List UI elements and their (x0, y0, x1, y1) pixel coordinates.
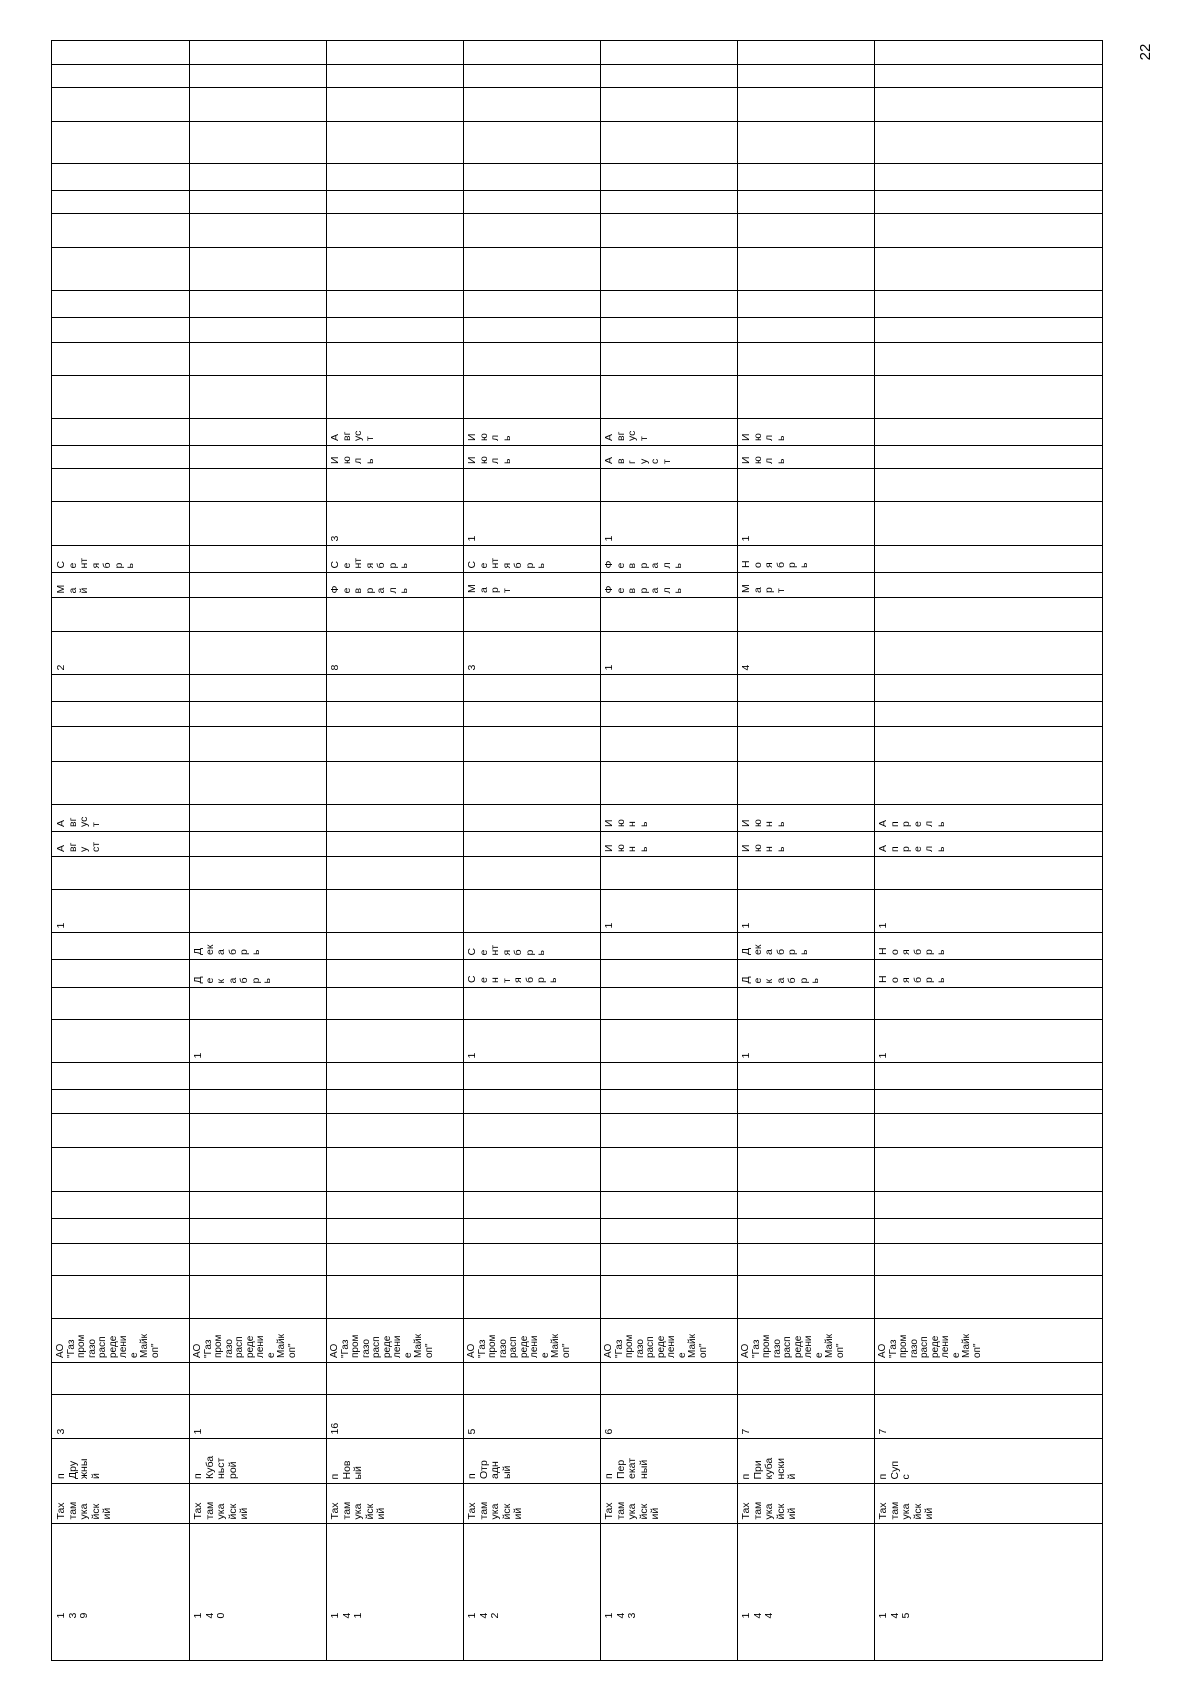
period-start-month-cell (464, 959, 599, 987)
period-end-month-cell (738, 804, 873, 831)
period-count: 3 (466, 664, 478, 670)
period-start-month: И ю л ь (329, 456, 376, 464)
object-count-cell (875, 1394, 1103, 1438)
period-start-month: М а й (55, 584, 90, 593)
grid-row-line (52, 1147, 1102, 1148)
period-count-cell (53, 631, 188, 674)
period-end-month: И ю л ь (740, 433, 787, 441)
period-count: 1 (603, 664, 615, 670)
period-start-month-cell (53, 572, 188, 597)
period-start-month: Д е к а б р ь (740, 975, 821, 983)
grid-row-line (52, 213, 1102, 214)
grid-row-line (52, 375, 1102, 376)
period-count: 1 (603, 922, 615, 928)
period-end-month: А п р е л ь (877, 819, 947, 827)
period-start-month-cell (601, 831, 736, 856)
settlement-cell (875, 1438, 1103, 1483)
period-end-month-cell (875, 932, 1103, 959)
organization-cell (601, 1318, 736, 1362)
grid-row-line (52, 87, 1102, 88)
grid-row-line (52, 121, 1102, 122)
period-count-cell (601, 889, 736, 932)
row-number: 1 4 2 (466, 1612, 501, 1618)
period-end-month-cell (875, 804, 1103, 831)
period-count: 1 (740, 535, 752, 541)
period-start-month: Д е к а б р ь (192, 975, 273, 983)
grid-row-line (52, 190, 1102, 191)
period-end-month: И ю н ь (603, 819, 650, 827)
period-start-month-cell (327, 572, 462, 597)
district: Тах там ука йск ий (55, 1501, 113, 1519)
grid-row-line (52, 1191, 1102, 1192)
period-start-month-cell (875, 959, 1103, 987)
period-end-month-cell (738, 545, 873, 572)
period-count-cell (327, 631, 462, 674)
period-end-month-cell (601, 804, 736, 831)
period-start-month: Ф е в р а л ь (603, 585, 684, 593)
period-count-cell (327, 501, 462, 545)
period-count: 3 (329, 535, 341, 541)
period-count: 2 (55, 664, 67, 670)
grid-row-line (52, 761, 1102, 762)
organization-cell (875, 1318, 1103, 1362)
period-count: 1 (877, 922, 889, 928)
district: Тах там ука йск ий (603, 1501, 661, 1519)
grid-row-line (52, 597, 1102, 598)
period-start-month: И ю л ь (466, 456, 513, 464)
settlement: п Пер екат ный (603, 1457, 650, 1479)
period-end-month-cell (53, 804, 188, 831)
row-number: 1 4 3 (603, 1612, 638, 1618)
settlement-cell (327, 1438, 462, 1483)
district-cell (190, 1483, 325, 1523)
district-cell (327, 1483, 462, 1523)
grid-row-line (52, 342, 1102, 343)
period-end-month: И ю л ь (466, 433, 513, 441)
period-end-month: А вг ус т (603, 430, 650, 441)
period-count-cell (738, 889, 873, 932)
object-count-cell (327, 1394, 462, 1438)
district: Тах там ука йск ий (192, 1501, 250, 1519)
row-number-cell (601, 1523, 736, 1622)
period-count: 1 (740, 1052, 752, 1058)
settlement: п Куба ньст рой (192, 1455, 239, 1479)
district: Тах там ука йск ий (740, 1501, 798, 1519)
period-start-month: Н о я б р ь (877, 975, 947, 983)
object-count: 7 (740, 1428, 752, 1434)
period-end-month: Ф е в р а л ь (603, 560, 684, 568)
grid-row-line (52, 674, 1102, 675)
district: Тах там ука йск ий (329, 1501, 387, 1519)
grid-row-line (52, 1218, 1102, 1219)
period-count-cell (190, 1019, 325, 1062)
period-count-cell (738, 501, 873, 545)
period-end-month-cell (738, 418, 873, 445)
period-end-month: А вг ус т (329, 430, 376, 441)
organization-cell (738, 1318, 873, 1362)
period-count: 1 (466, 1052, 478, 1058)
period-count: 1 (603, 535, 615, 541)
period-end-month-cell (53, 545, 188, 572)
period-end-month: С е нт я б р ь (55, 557, 136, 568)
period-start-month: И ю л ь (740, 456, 787, 464)
period-count-cell (601, 501, 736, 545)
row-number: 1 3 9 (55, 1612, 90, 1618)
period-start-month-cell (53, 831, 188, 856)
period-start-month: Ф е в р а л ь (329, 585, 410, 593)
period-count: 1 (466, 535, 478, 541)
period-end-month-cell (464, 932, 599, 959)
settlement-cell (190, 1438, 325, 1483)
district: Тах там ука йск ий (877, 1501, 935, 1519)
period-count: 4 (740, 664, 752, 670)
period-end-month: Н о я б р ь (740, 560, 810, 568)
period-count-cell (464, 631, 599, 674)
organization: АО "Газ пром газо расп реде лени е Майк оп" (877, 1334, 983, 1358)
settlement: п Отр адн ый (466, 1460, 513, 1479)
period-start-month-cell (190, 959, 325, 987)
district-cell (53, 1483, 188, 1523)
period-end-month-cell (738, 932, 873, 959)
period-count: 1 (55, 922, 67, 928)
grid-row-line (52, 317, 1102, 318)
settlement-cell (464, 1438, 599, 1483)
period-count-cell (875, 1019, 1103, 1062)
grid-row-line (52, 987, 1102, 988)
grid-row-line (52, 856, 1102, 857)
period-end-month: С е нт я б р ь (466, 557, 547, 568)
grid-row-line (52, 1113, 1102, 1114)
period-end-month: Д ек а б р ь (740, 944, 810, 955)
object-count: 7 (877, 1428, 889, 1434)
period-start-month: А п р е л ь (877, 844, 947, 852)
district-cell (738, 1483, 873, 1523)
period-start-month-cell (464, 572, 599, 597)
district-cell (601, 1483, 736, 1523)
period-end-month: А вг ус т (55, 816, 102, 827)
grid-row-line (52, 247, 1102, 248)
period-start-month: И ю н ь (603, 844, 650, 852)
period-start-month-cell (738, 572, 873, 597)
row-number-cell (327, 1523, 462, 1622)
grid-row-line (52, 1275, 1102, 1276)
period-start-month: А в г у с т (603, 456, 673, 464)
grid-row-line (52, 1062, 1102, 1063)
object-count-cell (738, 1394, 873, 1438)
object-count-cell (190, 1394, 325, 1438)
period-count-cell (738, 1019, 873, 1062)
period-count-cell (738, 631, 873, 674)
organization: АО "Газ пром газо расп реде лени е Майк оп" (55, 1334, 161, 1358)
period-end-month-cell (190, 932, 325, 959)
object-count-cell (53, 1394, 188, 1438)
period-start-month-cell (601, 572, 736, 597)
period-start-month-cell (327, 445, 462, 468)
period-end-month-cell (601, 418, 736, 445)
period-start-month: С е н т я б р ь (466, 975, 559, 983)
settlement: п При куба нски й (740, 1457, 798, 1479)
organization-cell (53, 1318, 188, 1362)
period-end-month-cell (464, 418, 599, 445)
period-count-cell (464, 1019, 599, 1062)
district-cell (875, 1483, 1103, 1523)
organization-cell (464, 1318, 599, 1362)
period-count-cell (464, 501, 599, 545)
object-count: 6 (603, 1428, 615, 1434)
period-start-month-cell (738, 959, 873, 987)
period-count: 1 (740, 922, 752, 928)
period-start-month: М а р т (466, 584, 513, 593)
period-end-month: И ю н ь (740, 819, 787, 827)
period-count: 1 (192, 1052, 204, 1058)
row-number-cell (53, 1523, 188, 1622)
settlement: п Нов ый (329, 1459, 364, 1479)
period-start-month: И ю н ь (740, 844, 787, 852)
grid-row-line (52, 1243, 1102, 1244)
period-count-cell (601, 631, 736, 674)
row-number-cell (464, 1523, 599, 1622)
object-count-cell (464, 1394, 599, 1438)
object-count: 3 (55, 1428, 67, 1434)
period-end-month-cell (601, 545, 736, 572)
organization: АО "Газ пром газо расп реде лени е Майк оп" (192, 1334, 298, 1358)
period-start-month-cell (738, 445, 873, 468)
period-end-month: С е нт я б р ь (329, 557, 410, 568)
organization: АО "Газ пром газо расп реде лени е Майк оп" (466, 1334, 572, 1358)
period-end-month-cell (327, 418, 462, 445)
district-cell (464, 1483, 599, 1523)
organization-cell (190, 1318, 325, 1362)
object-count: 1 (192, 1428, 204, 1434)
row-number: 1 4 4 (740, 1612, 775, 1618)
period-end-month: Н о я б р ь (877, 947, 947, 955)
period-start-month-cell (464, 445, 599, 468)
organization-cell (327, 1318, 462, 1362)
settlement: п Дру жны й (55, 1458, 102, 1479)
district: Тах там ука йск ий (466, 1501, 524, 1519)
row-number: 1 4 5 (877, 1612, 912, 1618)
grid-row-line (52, 1089, 1102, 1090)
settlement: п Суп с (877, 1460, 912, 1479)
page-number: 22 (1137, 43, 1154, 61)
row-number-cell (738, 1523, 873, 1622)
period-start-month-cell (875, 831, 1103, 856)
period-end-month-cell (327, 545, 462, 572)
period-start-month: А вг у ст (55, 841, 102, 852)
period-end-month: С е нт я б р ь (466, 944, 547, 955)
period-count: 8 (329, 664, 341, 670)
period-end-month-cell (464, 545, 599, 572)
grid-row-line (52, 64, 1102, 65)
organization: АО "Газ пром газо расп реде лени е Майк оп" (603, 1334, 709, 1358)
grid-row-line (52, 290, 1102, 291)
settlement-cell (601, 1438, 736, 1483)
object-count-cell (601, 1394, 736, 1438)
settlement-cell (53, 1438, 188, 1483)
row-number: 1 4 1 (329, 1612, 364, 1618)
grid-row-line (52, 1362, 1102, 1363)
organization: АО "Газ пром газо расп реде лени е Майк оп" (329, 1334, 435, 1358)
object-count: 16 (329, 1422, 341, 1434)
organization: АО "Газ пром газо расп реде лени е Майк оп" (740, 1334, 846, 1358)
period-count: 1 (877, 1052, 889, 1058)
grid-row-line (52, 163, 1102, 164)
settlement-cell (738, 1438, 873, 1483)
rotated-table (51, 40, 1103, 1661)
object-count: 5 (466, 1428, 478, 1434)
period-count-cell (53, 889, 188, 932)
period-count-cell (875, 889, 1103, 932)
grid-row-line (52, 468, 1102, 469)
period-end-month: Д ек а б р ь (192, 944, 262, 955)
grid-row-line (52, 701, 1102, 702)
row-number-cell (875, 1523, 1103, 1622)
row-number-cell (190, 1523, 325, 1622)
grid-row-line (52, 726, 1102, 727)
period-start-month-cell (738, 831, 873, 856)
period-start-month: М а р т (740, 584, 787, 593)
period-start-month-cell (601, 445, 736, 468)
row-number: 1 4 0 (192, 1612, 227, 1618)
